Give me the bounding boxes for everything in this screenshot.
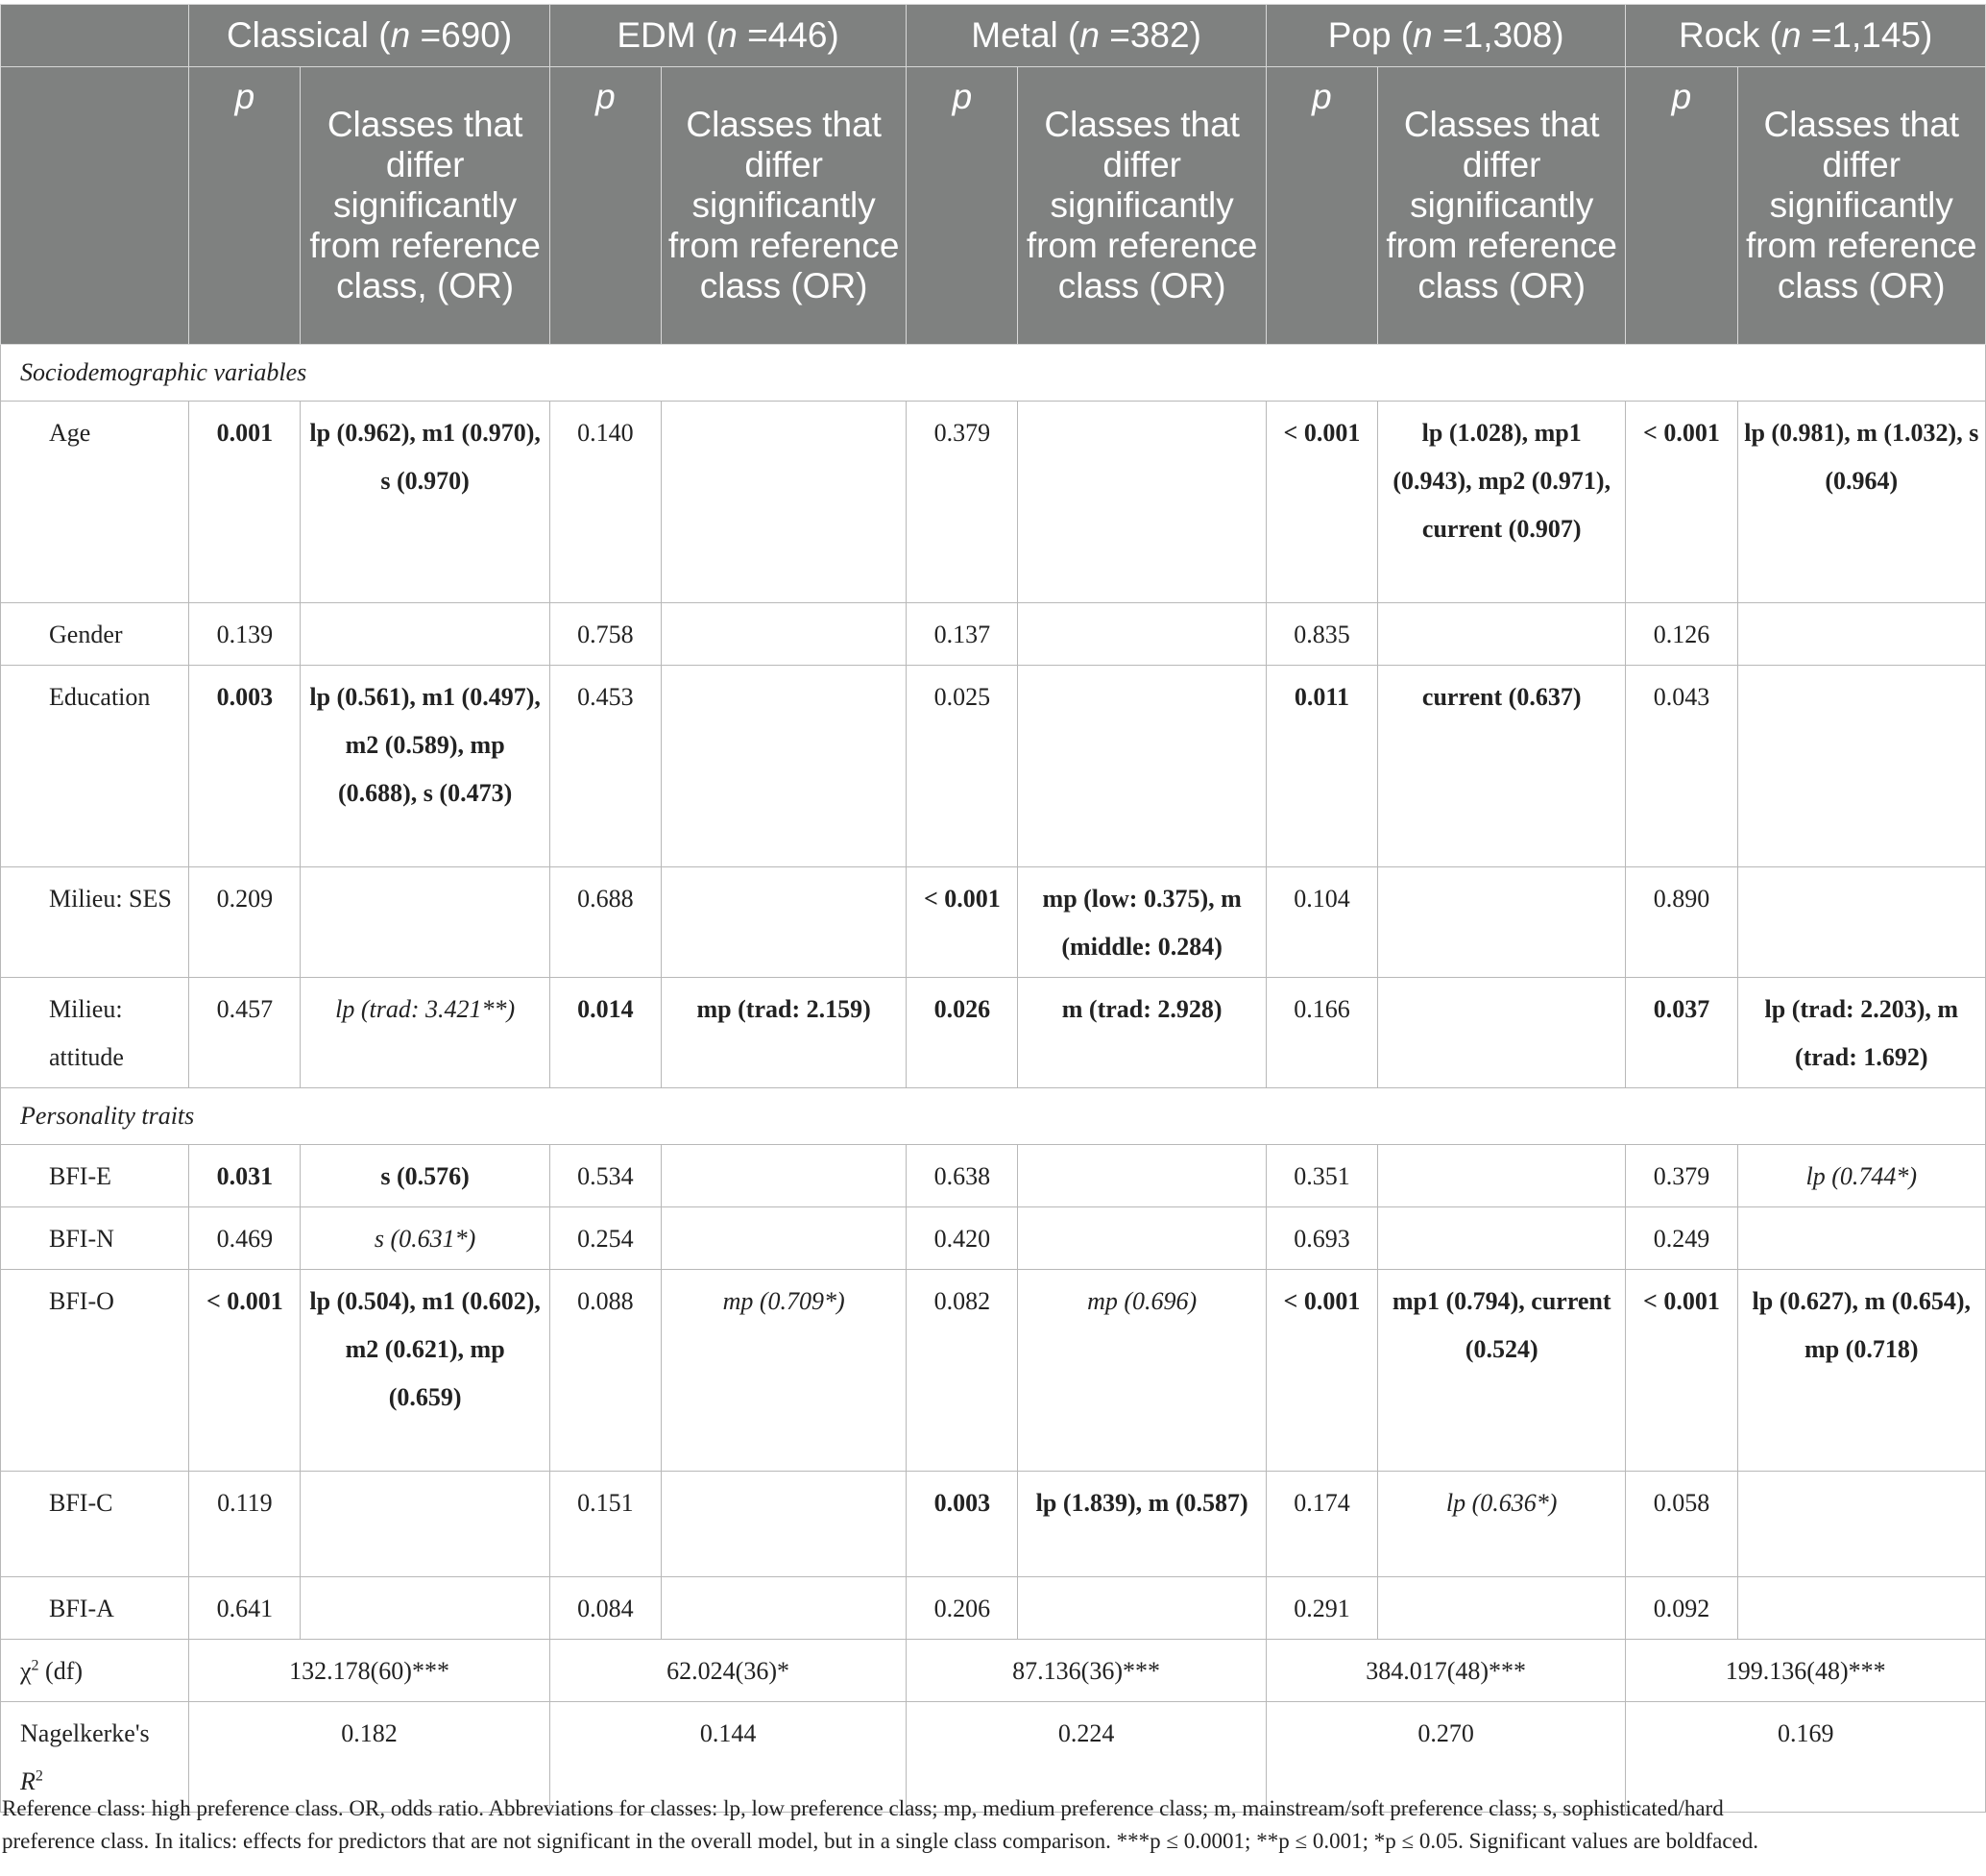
cell-classes xyxy=(301,603,549,666)
cell-p: 0.890 xyxy=(1626,867,1737,978)
row-label: Education xyxy=(1,666,189,867)
table-row-bfi-n xyxy=(1,1207,1986,1270)
cell-classes xyxy=(1737,1207,1985,1270)
cell-classes xyxy=(1378,603,1626,666)
cell-p: 0.166 xyxy=(1266,978,1377,1088)
cell-classes xyxy=(1018,666,1266,867)
cell-p: 0.011 xyxy=(1266,666,1377,867)
table-row-milieu-ses xyxy=(1,867,1986,978)
cell-p: < 0.001 xyxy=(189,1270,301,1472)
header-corner xyxy=(1,5,189,67)
cell-classes: lp (0.981), m (1.032), s (0.964) xyxy=(1737,402,1985,603)
cell-p: 0.379 xyxy=(907,402,1018,603)
cell-classes: mp (low: 0.375), m (middle: 0.284) xyxy=(1018,867,1266,978)
row-label: BFI-O xyxy=(1,1270,189,1472)
cell-p: 0.126 xyxy=(1626,603,1737,666)
cell-chi-rock: 199.136(48)*** xyxy=(1626,1640,1986,1702)
cell-p: 0.003 xyxy=(907,1472,1018,1577)
cell-classes: mp (trad: 2.159) xyxy=(661,978,906,1088)
cell-p: < 0.001 xyxy=(1266,402,1377,603)
cell-p: 0.031 xyxy=(189,1145,301,1207)
cell-classes xyxy=(661,867,906,978)
row-label: Age xyxy=(1,402,189,603)
cell-classes xyxy=(661,1472,906,1577)
header-classes-metal: Classes that differ significantly from reference class (OR) xyxy=(1018,67,1266,345)
cell-classes: lp (trad: 3.421**) xyxy=(301,978,549,1088)
cell-classes xyxy=(1737,867,1985,978)
header-classical: Classical (n =690) xyxy=(189,5,550,67)
table-row-gender xyxy=(1,603,1986,666)
row-label: Milieu: SES xyxy=(1,867,189,978)
cell-p: 0.693 xyxy=(1266,1207,1377,1270)
cell-r2-pop: 0.270 xyxy=(1266,1702,1626,1813)
cell-classes: lp (1.028), mp1 (0.943), mp2 (0.971), current (0.907) xyxy=(1378,402,1626,603)
header-classes-edm: Classes that differ significantly from reference class (OR) xyxy=(661,67,906,345)
header-pop: Pop (n =1,308) xyxy=(1266,5,1626,67)
cell-classes: s (0.631*) xyxy=(301,1207,549,1270)
footnote-line-1: Reference class: high preference class. OR, odds ratio. Abbreviations for classes: lp, low preference class; mp, medium preference class; m, mainstream/soft preference class; s, sophisticated/hard xyxy=(2,1796,1724,1820)
cell-classes xyxy=(1018,603,1266,666)
cell-p: 0.291 xyxy=(1266,1577,1377,1640)
cell-classes xyxy=(661,1577,906,1640)
cell-p: 0.058 xyxy=(1626,1472,1737,1577)
cell-classes xyxy=(661,1207,906,1270)
cell-classes: lp (trad: 2.203), m (trad: 1.692) xyxy=(1737,978,1985,1088)
header-classes-classical: Classes that differ significantly from reference class, (OR) xyxy=(301,67,549,345)
cell-p: 0.001 xyxy=(189,402,301,603)
cell-p: 0.351 xyxy=(1266,1145,1377,1207)
cell-classes: current (0.637) xyxy=(1378,666,1626,867)
cell-classes xyxy=(1018,1145,1266,1207)
section-row xyxy=(1,345,1986,402)
cell-p: 0.043 xyxy=(1626,666,1737,867)
table-row-milieu-attitude xyxy=(1,978,1986,1088)
cell-p: 0.249 xyxy=(1626,1207,1737,1270)
cell-classes: lp (0.744*) xyxy=(1737,1145,1985,1207)
cell-classes xyxy=(1378,1207,1626,1270)
row-label: BFI-N xyxy=(1,1207,189,1270)
header-p-metal: p xyxy=(907,67,1018,345)
cell-p: 0.469 xyxy=(189,1207,301,1270)
cell-r2-metal: 0.224 xyxy=(907,1702,1267,1813)
table-row-bfi-o xyxy=(1,1270,1986,1472)
cell-p: 0.137 xyxy=(907,603,1018,666)
cell-p: 0.119 xyxy=(189,1472,301,1577)
cell-classes xyxy=(1737,603,1985,666)
header-classes-pop: Classes that differ significantly from reference class (OR) xyxy=(1378,67,1626,345)
table-row-age xyxy=(1,402,1986,603)
cell-classes xyxy=(661,666,906,867)
cell-classes xyxy=(1378,1577,1626,1640)
cell-classes xyxy=(301,1472,549,1577)
results-table-container xyxy=(0,4,1986,1813)
cell-p: 0.092 xyxy=(1626,1577,1737,1640)
header-p-rock: p xyxy=(1626,67,1737,345)
cell-p: 0.209 xyxy=(189,867,301,978)
cell-classes xyxy=(1737,666,1985,867)
row-label: BFI-A xyxy=(1,1577,189,1640)
table-row-bfi-c xyxy=(1,1472,1986,1577)
table-footnote xyxy=(0,1792,1980,1858)
cell-p: 0.140 xyxy=(549,402,661,603)
cell-chi-metal: 87.136(36)*** xyxy=(907,1640,1267,1702)
cell-classes xyxy=(1378,867,1626,978)
cell-r2-classical: 0.182 xyxy=(189,1702,550,1813)
header-p-pop: p xyxy=(1266,67,1377,345)
cell-classes: m (trad: 2.928) xyxy=(1018,978,1266,1088)
header-classes-rock: Classes that differ significantly from reference class (OR) xyxy=(1737,67,1985,345)
cell-classes xyxy=(661,402,906,603)
cell-classes: lp (0.962), m1 (0.970), s (0.970) xyxy=(301,402,549,603)
header-p-classical: p xyxy=(189,67,301,345)
table-row-bfi-a xyxy=(1,1577,1986,1640)
cell-chi-edm: 62.024(36)* xyxy=(549,1640,907,1702)
cell-p: 0.758 xyxy=(549,603,661,666)
cell-p: 0.688 xyxy=(549,867,661,978)
row-label-nagelkerke: Nagelkerke's $R^2$ xyxy=(1,1702,189,1813)
row-label: BFI-E xyxy=(1,1145,189,1207)
row-label: Gender xyxy=(1,603,189,666)
cell-p: 0.003 xyxy=(189,666,301,867)
cell-classes: lp (1.839), m (0.587) xyxy=(1018,1472,1266,1577)
cell-classes: mp (0.696) xyxy=(1018,1270,1266,1472)
section-row xyxy=(1,1088,1986,1145)
cell-p: 0.026 xyxy=(907,978,1018,1088)
cell-classes xyxy=(1378,1145,1626,1207)
cell-p: 0.641 xyxy=(189,1577,301,1640)
cell-p: 0.457 xyxy=(189,978,301,1088)
cell-p: < 0.001 xyxy=(907,867,1018,978)
cell-classes xyxy=(1737,1472,1985,1577)
cell-classes xyxy=(1018,1577,1266,1640)
cell-classes xyxy=(661,1145,906,1207)
header-p-edm: p xyxy=(549,67,661,345)
header-corner-2 xyxy=(1,67,189,345)
cell-p: 0.139 xyxy=(189,603,301,666)
cell-classes: mp1 (0.794), current (0.524) xyxy=(1378,1270,1626,1472)
header-edm: EDM (n =446) xyxy=(549,5,907,67)
cell-p: < 0.001 xyxy=(1626,402,1737,603)
cell-p: 0.014 xyxy=(549,978,661,1088)
cell-classes xyxy=(301,1577,549,1640)
cell-p: 0.534 xyxy=(549,1145,661,1207)
row-label: Milieu: attitude xyxy=(1,978,189,1088)
table-row-chi-square xyxy=(1,1640,1986,1702)
cell-chi-classical: 132.178(60)*** xyxy=(189,1640,550,1702)
cell-p: 0.104 xyxy=(1266,867,1377,978)
cell-p: 0.835 xyxy=(1266,603,1377,666)
header-metal: Metal (n =382) xyxy=(907,5,1267,67)
cell-classes: s (0.576) xyxy=(301,1145,549,1207)
row-label: BFI-C xyxy=(1,1472,189,1577)
cell-p: 0.151 xyxy=(549,1472,661,1577)
cell-p: 0.088 xyxy=(549,1270,661,1472)
header-rock: Rock (n =1,145) xyxy=(1626,5,1986,67)
table-row-education xyxy=(1,666,1986,867)
row-label-chi-square: $\chi^2$ (df) xyxy=(1,1640,189,1702)
cell-p: < 0.001 xyxy=(1626,1270,1737,1472)
table-row-bfi-e xyxy=(1,1145,1986,1207)
cell-p: 0.453 xyxy=(549,666,661,867)
header-row-subcolumns xyxy=(1,67,1986,345)
cell-p: 0.379 xyxy=(1626,1145,1737,1207)
cell-p: 0.638 xyxy=(907,1145,1018,1207)
cell-p: 0.082 xyxy=(907,1270,1018,1472)
cell-classes xyxy=(1737,1577,1985,1640)
cell-classes: mp (0.709*) xyxy=(661,1270,906,1472)
cell-r2-edm: 0.144 xyxy=(549,1702,907,1813)
footnote-line-2: preference class. In italics: effects for predictors that are not significant in the overall model, but in a single class comparison. ***p ≤ 0.0001; **p ≤ 0.001; *p ≤ 0.05. Significant values are boldfaced. xyxy=(2,1829,1759,1853)
results-table xyxy=(0,4,1986,1813)
cell-classes: lp (0.636*) xyxy=(1378,1472,1626,1577)
cell-chi-pop: 384.017(48)*** xyxy=(1266,1640,1626,1702)
cell-p: < 0.001 xyxy=(1266,1270,1377,1472)
cell-p: 0.025 xyxy=(907,666,1018,867)
header-row-genres xyxy=(1,5,1986,67)
cell-classes xyxy=(661,603,906,666)
cell-classes xyxy=(1018,402,1266,603)
cell-classes: lp (0.627), m (0.654), mp (0.718) xyxy=(1737,1270,1985,1472)
cell-p: 0.206 xyxy=(907,1577,1018,1640)
section-label-sociodemographic: Sociodemographic variables xyxy=(1,345,1986,402)
cell-classes xyxy=(1378,978,1626,1088)
cell-p: 0.254 xyxy=(549,1207,661,1270)
cell-classes xyxy=(1018,1207,1266,1270)
cell-p: 0.084 xyxy=(549,1577,661,1640)
cell-p: 0.037 xyxy=(1626,978,1737,1088)
section-label-personality: Personality traits xyxy=(1,1088,1986,1145)
cell-p: 0.420 xyxy=(907,1207,1018,1270)
cell-p: 0.174 xyxy=(1266,1472,1377,1577)
cell-classes: lp (0.504), m1 (0.602), m2 (0.621), mp (0.659) xyxy=(301,1270,549,1472)
cell-r2-rock: 0.169 xyxy=(1626,1702,1986,1813)
cell-classes: lp (0.561), m1 (0.497), m2 (0.589), mp (0.688), s (0.473) xyxy=(301,666,549,867)
cell-classes xyxy=(301,867,549,978)
